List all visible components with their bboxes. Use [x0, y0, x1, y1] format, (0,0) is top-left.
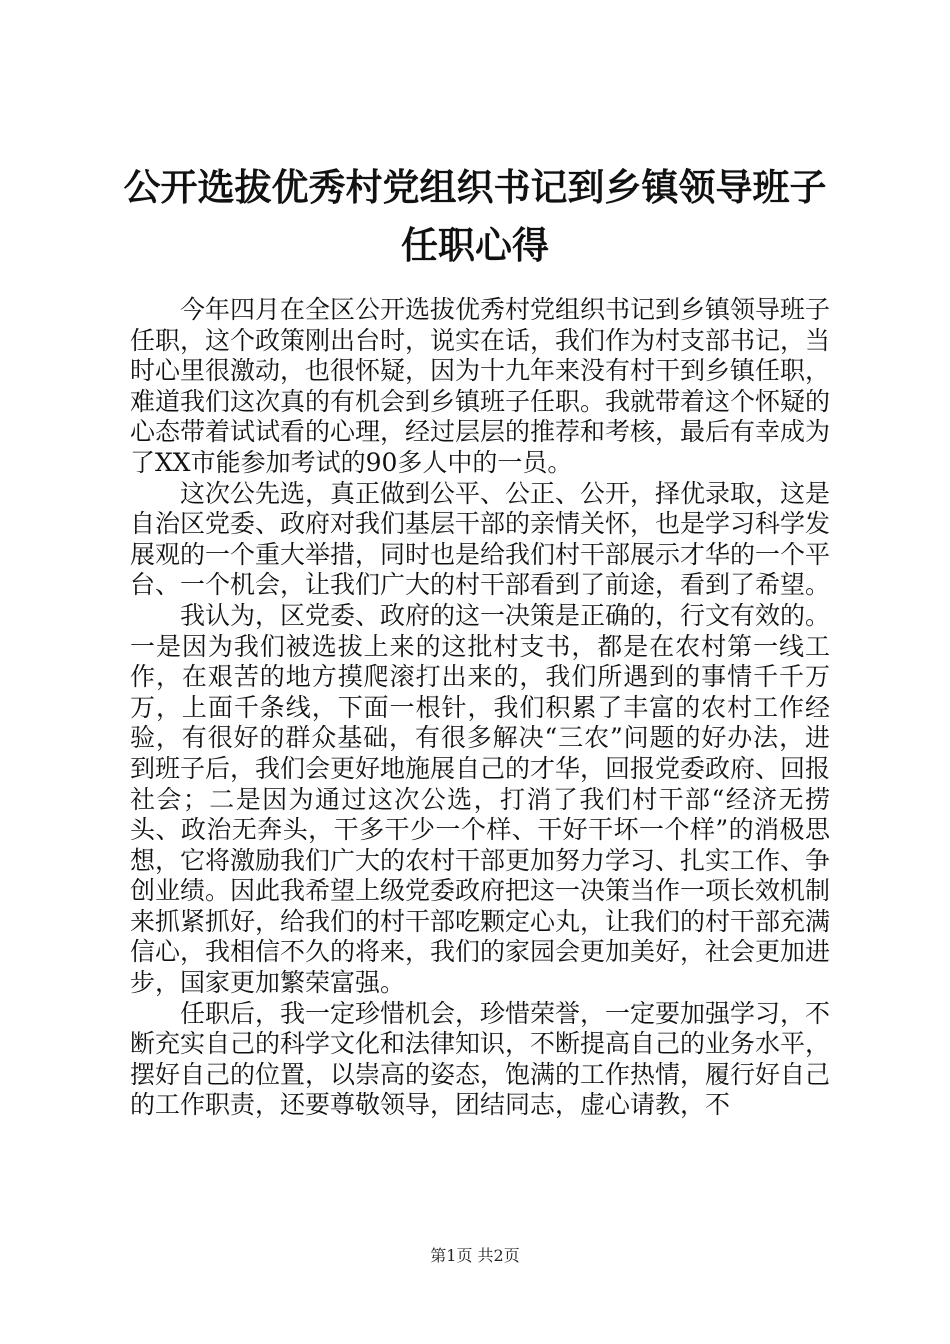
document-title: 公开选拔优秀村党组织书记到乡镇领导班子任职心得 — [123, 165, 827, 267]
body-paragraph: 任职后，我一定珍惜机会，珍惜荣誉，一定要加强学习，不断充实自己的科学文化和法律知识，不断提高自己的业务水平，摆好自己的位置，以崇高的姿态，饱满的工作热情，履行好自己的工作职责，还要尊敬领导，团结同志，虚心请教，不 — [130, 998, 831, 1120]
body-paragraph: 这次公先选，真正做到公平、公正、公开，择优录取，这是自治区党委、政府对我们基层干部的亲情关怀，也是学习科学发展观的一个重大举措，同时也是给我们村干部展示才华的一个平台、一个机会，让我们广大的村干部看到了前途，看到了希望。 — [130, 478, 831, 600]
body-paragraph: 今年四月在全区公开选拔优秀村党组织书记到乡镇领导班子任职，这个政策刚出台时，说实在话，我们作为村支部书记，当时心里很激动，也很怀疑，因为十九年来没有村干到乡镇任职，难道我们这次真的有机会到乡镇班子任职。我就带着这个怀疑的心态带着试试看的心理，经过层层的推荐和考核，最后有幸成为了XX市能参加考试的90多人中的一员。 — [130, 295, 831, 477]
page-number-footer: 第1页 共2页 — [430, 1246, 520, 1265]
body-paragraph: 我认为，区党委、政府的这一决策是正确的，行文有效的。一是因为我们被选拔上来的这批村支书，都是在农村第一线工作，在艰苦的地方摸爬滚打出来的，我们所遇到的事情千千万万，上面千条线，下面一根针，我们积累了丰富的农村工作经验，有很好的群众基础，有很多解决“三农”问题的好办法，进到班子后，我们会更好地施展自己的才华，回报党委政府、回报社会；二是因为通过这次公选，打消了我们村干部“经济无捞头、政治无奔头，干多干少一个样、干好干坏一个样”的消极思想，它将激励我们广大的农村干部更加努力学习、扎实工作、争创业绩。因此我希望上级党委政府把这一决策当作一项长效机制来抓紧抓好，给我们的村干部吃颗定心丸，让我们的村干部充满信心，我相信不久的将来，我们的家园会更加美好，社会更加进步，国家更加繁荣富强。 — [130, 600, 831, 998]
document-body — [130, 295, 830, 1121]
